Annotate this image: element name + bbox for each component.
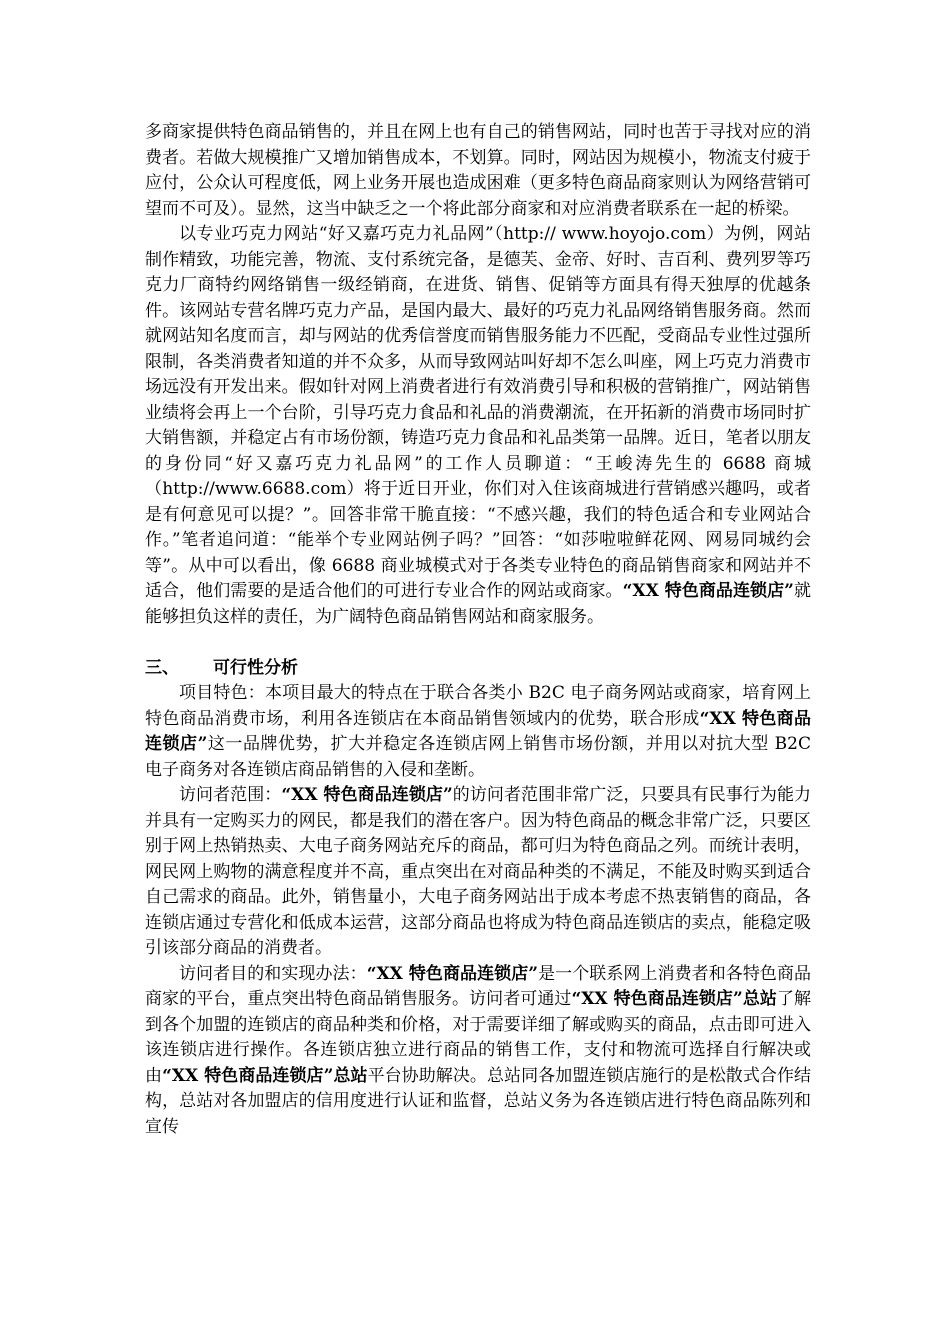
section-heading-feasibility — [145, 656, 811, 682]
headquarters-name-bold: “XX 特色商品连锁店”总站 — [571, 989, 777, 1009]
brand-name-bold: “XX 特色商品连锁店” — [145, 708, 812, 754]
paragraph-visitor-purpose — [145, 962, 811, 1141]
chocolate-example-tail: 就能够担负这样的责任，为广阔特色商品销售网站和商家服务。 — [145, 581, 812, 627]
brand-name-bold: “XX 特色商品连锁店” — [366, 963, 539, 984]
project-features-text: 项目特色：本项目最大的特点在于联合各类小 B2C 电子商务网站或商家，培育网上特色商品消费市场，利用各连锁店在本商品销售领域内的优势，联合形成 — [145, 683, 811, 729]
visitor-purpose-text-2: 了解到各个加盟的连锁店的商品种类和价格，对于需要详细了解或购买的商品，点击即可进入该连锁店进行操作。各连锁店独立进行商品的销售工作，支付和物流可选择自行解决或由 — [145, 989, 812, 1086]
document-body — [145, 120, 811, 1140]
paragraph-project-features — [145, 681, 811, 783]
visitor-scope-text: 的访问者范围非常广泛，只要具有民事行为能力并具有一定购买力的网民，都是我们的潜在客户。因为特色商品的概念非常广泛，只要区别于网上热销热卖、大电子商务网站充斥的商品，都可归为特色商品之列。而统计表明，网民网上购物的满意程度并不高，重点突出在对商品种类的不满足，不能及时购买到适合自己需求的商品。此外，销售量小，大电子商务网站出于成本考虑不热衷销售的商品，各连锁店通过专营化和低成本运营，这部分商品也将成为特色商品连锁店的卖点，能稳定吸引该部分商品的消费者。 — [145, 785, 812, 958]
brand-name-bold: “XX 特色商品连锁店” — [281, 785, 453, 805]
chocolate-example-text: 以专业巧克力网站“好又嘉巧克力礼品网”（http:// www.hoyojo.com）为例，网站制作精致，功能完善，物流、支付系统完备，是德芙、金帝、好时、吉百利、费列罗等巧克力厂商特约网络销售一级经销商，在进货、销售、促销等方面具有得天独厚的优越条件。该网站专营名牌巧克力产品，是国内最大、最好的巧克力礼品网络销售服务商。然而就网站知名度而言，却与网站的优秀信誉度而销售服务能力不匹配，受商品专业性过强所限制，各类消费者知道的并不众多，从而导致网站叫好却不怎么叫座，网上巧克力消费市场远没有开发出来。假如针对网上消费者进行有效消费引导和积极的营销推广，网站销售业绩将会再上一个台阶，引导巧克力食品和礼品的消费潮流，在开拓新的消费市场同时扩大销售额，并稳定占有市场份额，铸造巧克力食品和礼品类第一品牌。近日，笔者以朋友的身份同“好又嘉巧克力礼品网”的工作人员聊道：“王峻涛先生的 6688 商城（http://www.6688.com）将于近日开业，你们对入住该商城进行营销感兴趣吗，或者是有何意见可以提？”。回答非常干脆直接：“不感兴趣，我们的特色适合和专业网站合作。”笔者追问道：“能举个专业网站例子吗？”回答：“如莎啦啦鲜花网、网易同城约会等”。从中可以看出，像 6688 商业城模式对于各类专业特色的商品销售商家和网站并不适合，他们需要的是适合他们的可进行专业合作的网站或商家。 — [145, 224, 811, 601]
visitor-scope-label: 访问者范围： — [179, 785, 282, 805]
visitor-purpose-text-1: 是一个联系网上消费者和各特色商品商家的平台，重点突出特色商品销售服务。访问者可通过 — [145, 963, 812, 1009]
paragraph-visitor-scope — [145, 783, 811, 962]
brand-name-bold: “XX 特色商品连锁店” — [622, 581, 794, 601]
blank-line — [145, 630, 811, 656]
paragraph-intro-continued: 多商家提供特色商品销售的，并且在网上也有自己的销售网站，同时也苦于寻找对应的消费者。若做大规模推广又增加销售成本，不划算。同时，网站因为规模小，物流支付疲于应付，公众认可程度低，网上业务开展也造成困难（更多特色商品商家则认为网络营销可望而不可及）。显然，这当中缺乏之一个将此部分商家和对应消费者联系在一起的桥梁。 — [145, 122, 811, 219]
visitor-purpose-text-3: 平台协助解决。总站同各加盟连锁店施行的是松散式合作结构，总站对各加盟店的信用度进行认证和监督，总站义务为各连锁店进行特色商品陈列和宣传 — [145, 1065, 812, 1137]
visitor-purpose-label: 访问者目的和实现办法： — [179, 963, 367, 984]
project-features-tail: 这一品牌优势，扩大并稳定各连锁店网上销售市场份额，并用以对抗大型 B2C 电子商务对各连锁店商品销售的入侵和垄断。 — [145, 734, 811, 780]
paragraph-chocolate-example — [145, 222, 811, 630]
headquarters-name-bold: “XX 特色商品连锁店”总站 — [162, 1065, 368, 1086]
section-title: 可行性分析 — [213, 657, 298, 678]
section-number: 三、 — [145, 657, 179, 678]
